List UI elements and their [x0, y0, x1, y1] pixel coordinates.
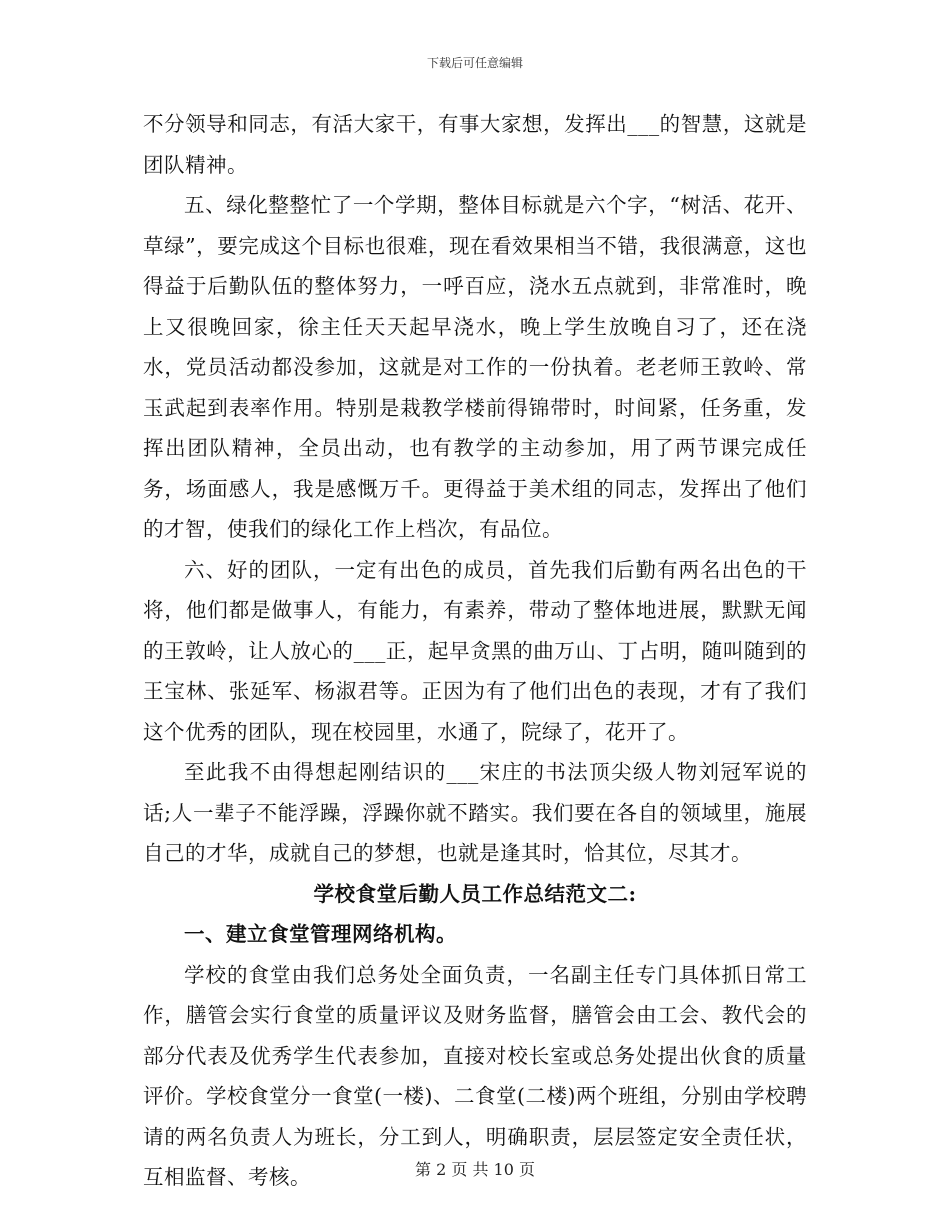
paragraph-five: 五、绿化整整忙了一个学期，整体目标就是六个字，“树活、花开、草绿”，要完成这个目标也很难，现在看效果相当不错，我很满意，这也得益于后勤队伍的整体努力，一呼百应，浇水五点就到，非常准时，晚上又很晚回家，徐主任天天起早浇水，晚上学生放晚自习了，还在浇水，党员活动都没参加，这就是对工作的一份执着。老老师王敦岭、常玉武起到表率作用。特别是栽教学楼前得锦带时，时间紧，任务重，发挥出团队精神，全员出动，也有教学的主动参加，用了两节课完成任务，场面感人，我是感慨万千。更得益于美术组的同志，发挥出了他们的才智，使我们的绿化工作上档次，有品位。: [143, 193, 807, 541]
paragraph-continuation: 不分领导和同志，有活大家干，有事大家想，发挥出___的智慧，这就是团队精神。: [143, 112, 807, 177]
subheading-one: 一、建立食堂管理网络机构。: [184, 922, 457, 946]
page-header: 下载后可任意编辑: [426, 56, 523, 70]
page-number: 第 2 页 共 10 页: [415, 1160, 535, 1179]
paragraph-seven: 至此我不由得想起刚结识的___宋庄的书法顶尖级人物刘冠军说的话;人一辈子不能浮躁，浮躁你就不踏实。我们要在各自的领域里，施展自己的才华，成就自己的梦想，也就是逢其时，恰其位，尽其才。: [143, 760, 807, 865]
section-title: 学校食堂后勤人员工作总结范文二:: [313, 881, 637, 906]
paragraph-six: 六、好的团队，一定有出色的成员，首先我们后勤有两名出色的干将，他们都是做事人，有能力，有素养，带动了整体地进展，默默无闻的王敦岭，让人放心的___正，起早贪黑的曲万山、丁占明，随叫随到的王宝林、张延军、杨淑君等。正因为有了他们出色的表现，才有了我们这个优秀的团队，现在校园里，水通了，院绿了，花开了。: [143, 557, 807, 744]
document-body: [143, 104, 807, 1198]
paragraph-canteen: 学校的食堂由我们总务处全面负责，一名副主任专门具体抓日常工作，膳管会实行食堂的质量评议及财务监督，膳管会由工会、教代会的部分代表及优秀学生代表参加，直接对校长室或总务处提出伙食的质量评价。学校食堂分一食堂(一楼)、二食堂(二楼)两个班组，分别由学校聘请的两名负责人为班长，分工到人，明确职责，层层签定安全责任状，互相监督、考核。: [143, 962, 807, 1189]
